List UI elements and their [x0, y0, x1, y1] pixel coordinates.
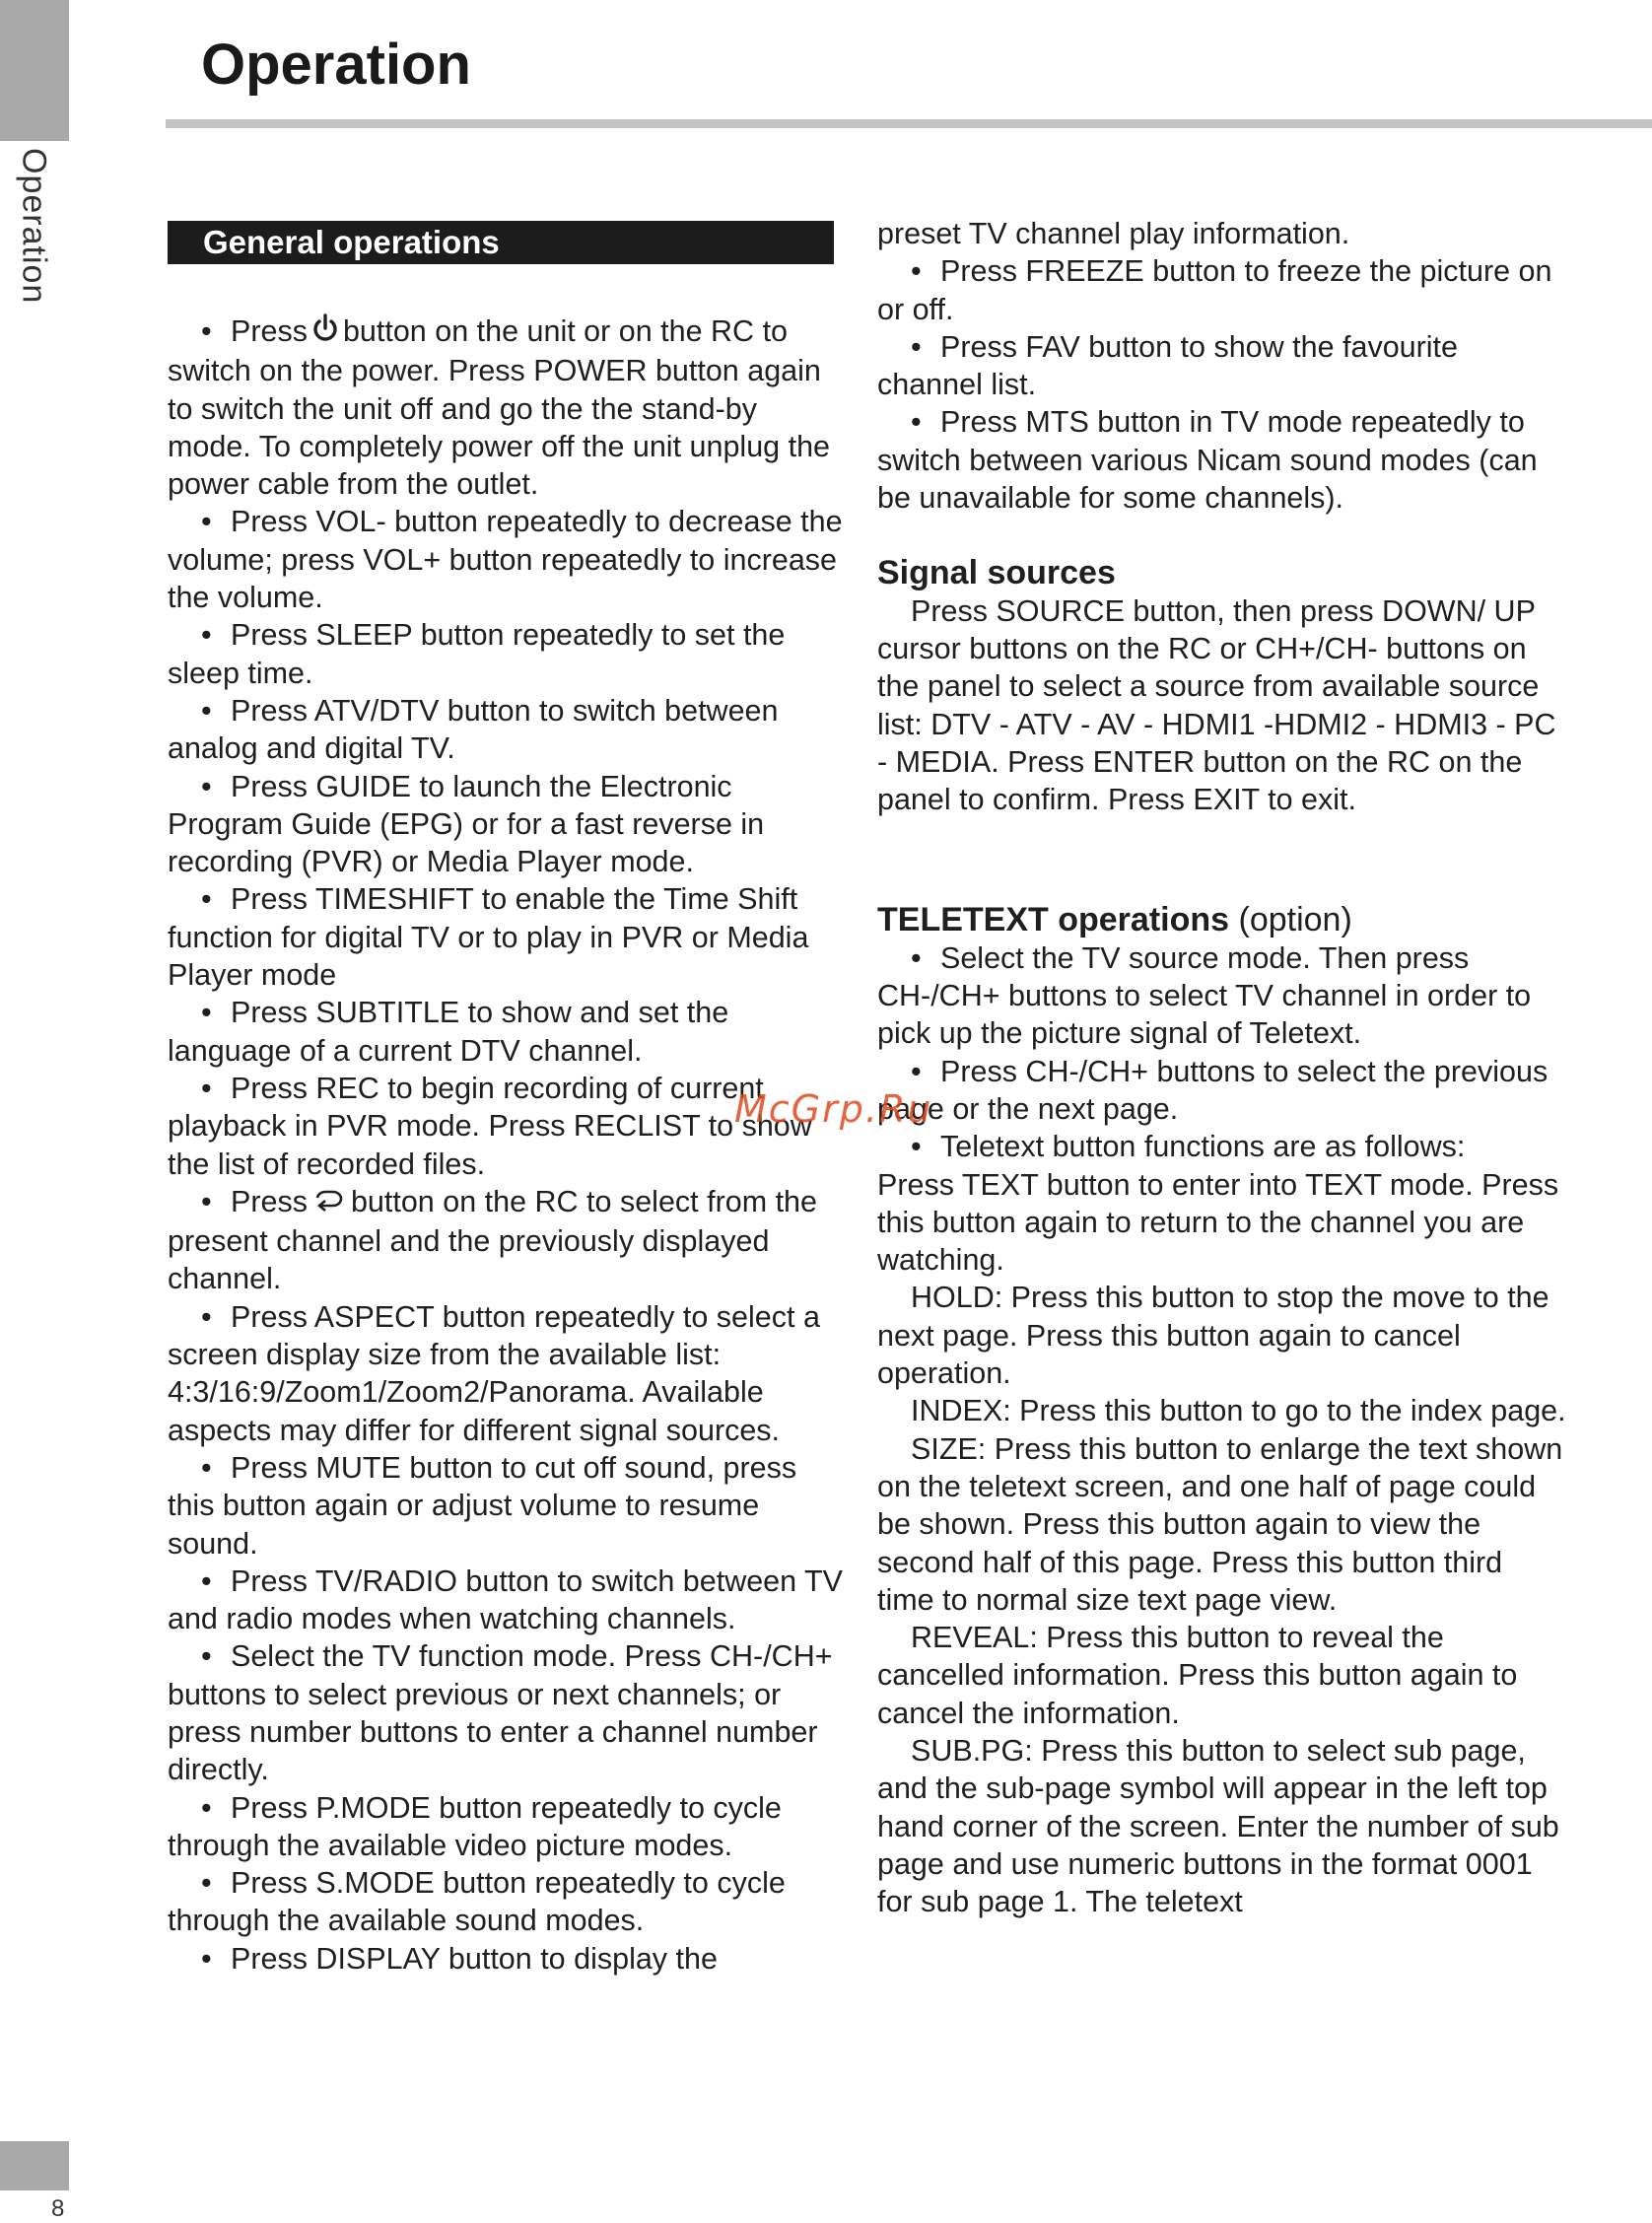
paragraph: SUB.PG: Press this button to select sub page, and the sub-page symbol will appear in the left top hand corner of the screen. Enter the number of sub page and use numeric buttons in the format 0001 for sub page 1. The teletext	[877, 1733, 1559, 1919]
list-item	[168, 313, 848, 503]
section-header-general-operations: General operations	[168, 221, 834, 264]
list-item: • Teletext button functions are as follows:	[877, 1128, 1567, 1165]
paragraph: REVEAL: Press this button to reveal the cancelled information. Press this button again to cancel the information.	[877, 1621, 1518, 1730]
list-item: • Press DISPLAY button to display the	[168, 1940, 848, 1978]
left-column	[168, 313, 848, 1978]
list-item: • Press SLEEP button repeatedly to set the sleep time.	[168, 616, 848, 692]
list-item: • Press P.MODE button repeatedly to cycle through the available video picture modes.	[168, 1789, 848, 1865]
item-text: button on the unit or on the RC	[342, 314, 755, 348]
paragraph: INDEX: Press this button to go to the index page.	[911, 1394, 1566, 1428]
list-item: • Press ATV/DTV button to switch between analog and digital TV.	[168, 692, 848, 768]
list-item: • Press REC to begin recording of current playback in PVR mode. Press RECLIST to show the list of recorded files.	[168, 1070, 848, 1183]
item-text: button on the RC to select	[350, 1184, 699, 1218]
list-item: • Press SUBTITLE to show and set the language of a current DTV channel.	[168, 994, 848, 1070]
return-icon	[311, 1185, 347, 1222]
watermark: McGrp.Ru	[734, 1087, 933, 1131]
title-rule	[166, 119, 1652, 128]
teletext-title-text: TELETEXT operations	[877, 901, 1230, 939]
list-item: • Press MUTE button to cut off sound, press this button again or adjust volume to resume sound.	[168, 1449, 848, 1563]
section-title-signal-sources: Signal sources	[877, 554, 1116, 592]
footer-tab	[0, 2141, 69, 2190]
section-title-teletext	[877, 901, 1567, 938]
item-text: from the present channel and the previously displayed channel.	[168, 1184, 817, 1296]
list-item: • Press TIMESHIFT to enable the Time Shift function for digital TV or to play in PVR or Media Player mode	[168, 880, 848, 994]
list-item: • Press FAV button to show the favourite channel list.	[877, 328, 1567, 404]
right-column	[877, 215, 1567, 1920]
list-item: • Press VOL- button repeatedly to decrease the volume; press VOL+ button repeatedly to increase the volume.	[168, 503, 848, 616]
list-item: • Press CH-/CH+ buttons to select the previous page or the next page.	[877, 1053, 1567, 1129]
option-note: (option)	[1238, 901, 1352, 939]
paragraph: Press TEXT button to enter into TEXT mode. Press this button again to return to the channel you are watching.	[877, 1167, 1559, 1278]
list-item	[168, 1183, 848, 1298]
paragraph: preset TV channel play information.	[877, 217, 1350, 250]
item-text: Press	[231, 314, 308, 348]
list-item: • Press ASPECT button repeatedly to select a screen display size from the available list: 4:3/16:9/Zoom1/Zoom2/Panorama. Available aspects may differ for different signal sources.	[168, 1298, 848, 1449]
list-item: • Press S.MODE button repeatedly to cycle through the available sound modes.	[168, 1864, 848, 1940]
list-item: • Select the TV function mode. Press CH-/CH+ buttons to select previous or next channels; or press number buttons to enter a channel number directly.	[168, 1637, 848, 1788]
list-item: • Press MTS button in TV mode repeatedly to switch between various Nicam sound modes (can be unavailable for some channels).	[877, 403, 1567, 517]
list-item: • Select the TV source mode. Then press CH-/CH+ buttons to select TV channel in order to pick up the picture signal of Teletext.	[877, 939, 1567, 1053]
list-item: • Press FREEZE button to freeze the picture on or off.	[877, 252, 1567, 328]
paragraph: SIZE: Press this button to enlarge the text shown on the teletext screen, and one half of page could be shown. Press this button again to view the second half of this page. Press this button third time to normal size text page view.	[877, 1431, 1563, 1617]
item-text: to switch on the power. Press POWER button again to switch the unit off and go the the stand-by mode. To completely power off the unit unplug the power cable from the outlet.	[168, 314, 830, 502]
side-label: Operation	[15, 148, 53, 305]
paragraph: HOLD: Press this button to stop the move to the next page. Press this button again to cancel operation.	[877, 1281, 1549, 1391]
list-item: • Press GUIDE to launch the Electronic Program Guide (EPG) or for a fast reverse in recording (PVR) or Media Player mode.	[168, 768, 848, 881]
item-text: Press	[231, 1184, 308, 1218]
power-icon	[311, 313, 339, 352]
list-item: • Press TV/RADIO button to switch between TV and radio modes when watching channels.	[168, 1563, 848, 1638]
page-number: 8	[51, 2195, 65, 2222]
paragraph: Press SOURCE button, then press DOWN/ UP cursor buttons on the RC or CH+/CH- buttons on the panel to select a source from available source list: DTV - ATV - AV - HDMI1 -HDMI2 - HDMI3 - PC - MEDIA. Press ENTER button on the RC on the panel to confirm. Press EXIT to exit.	[877, 593, 1556, 817]
side-tab	[0, 0, 69, 141]
page-title: Operation	[201, 33, 471, 97]
